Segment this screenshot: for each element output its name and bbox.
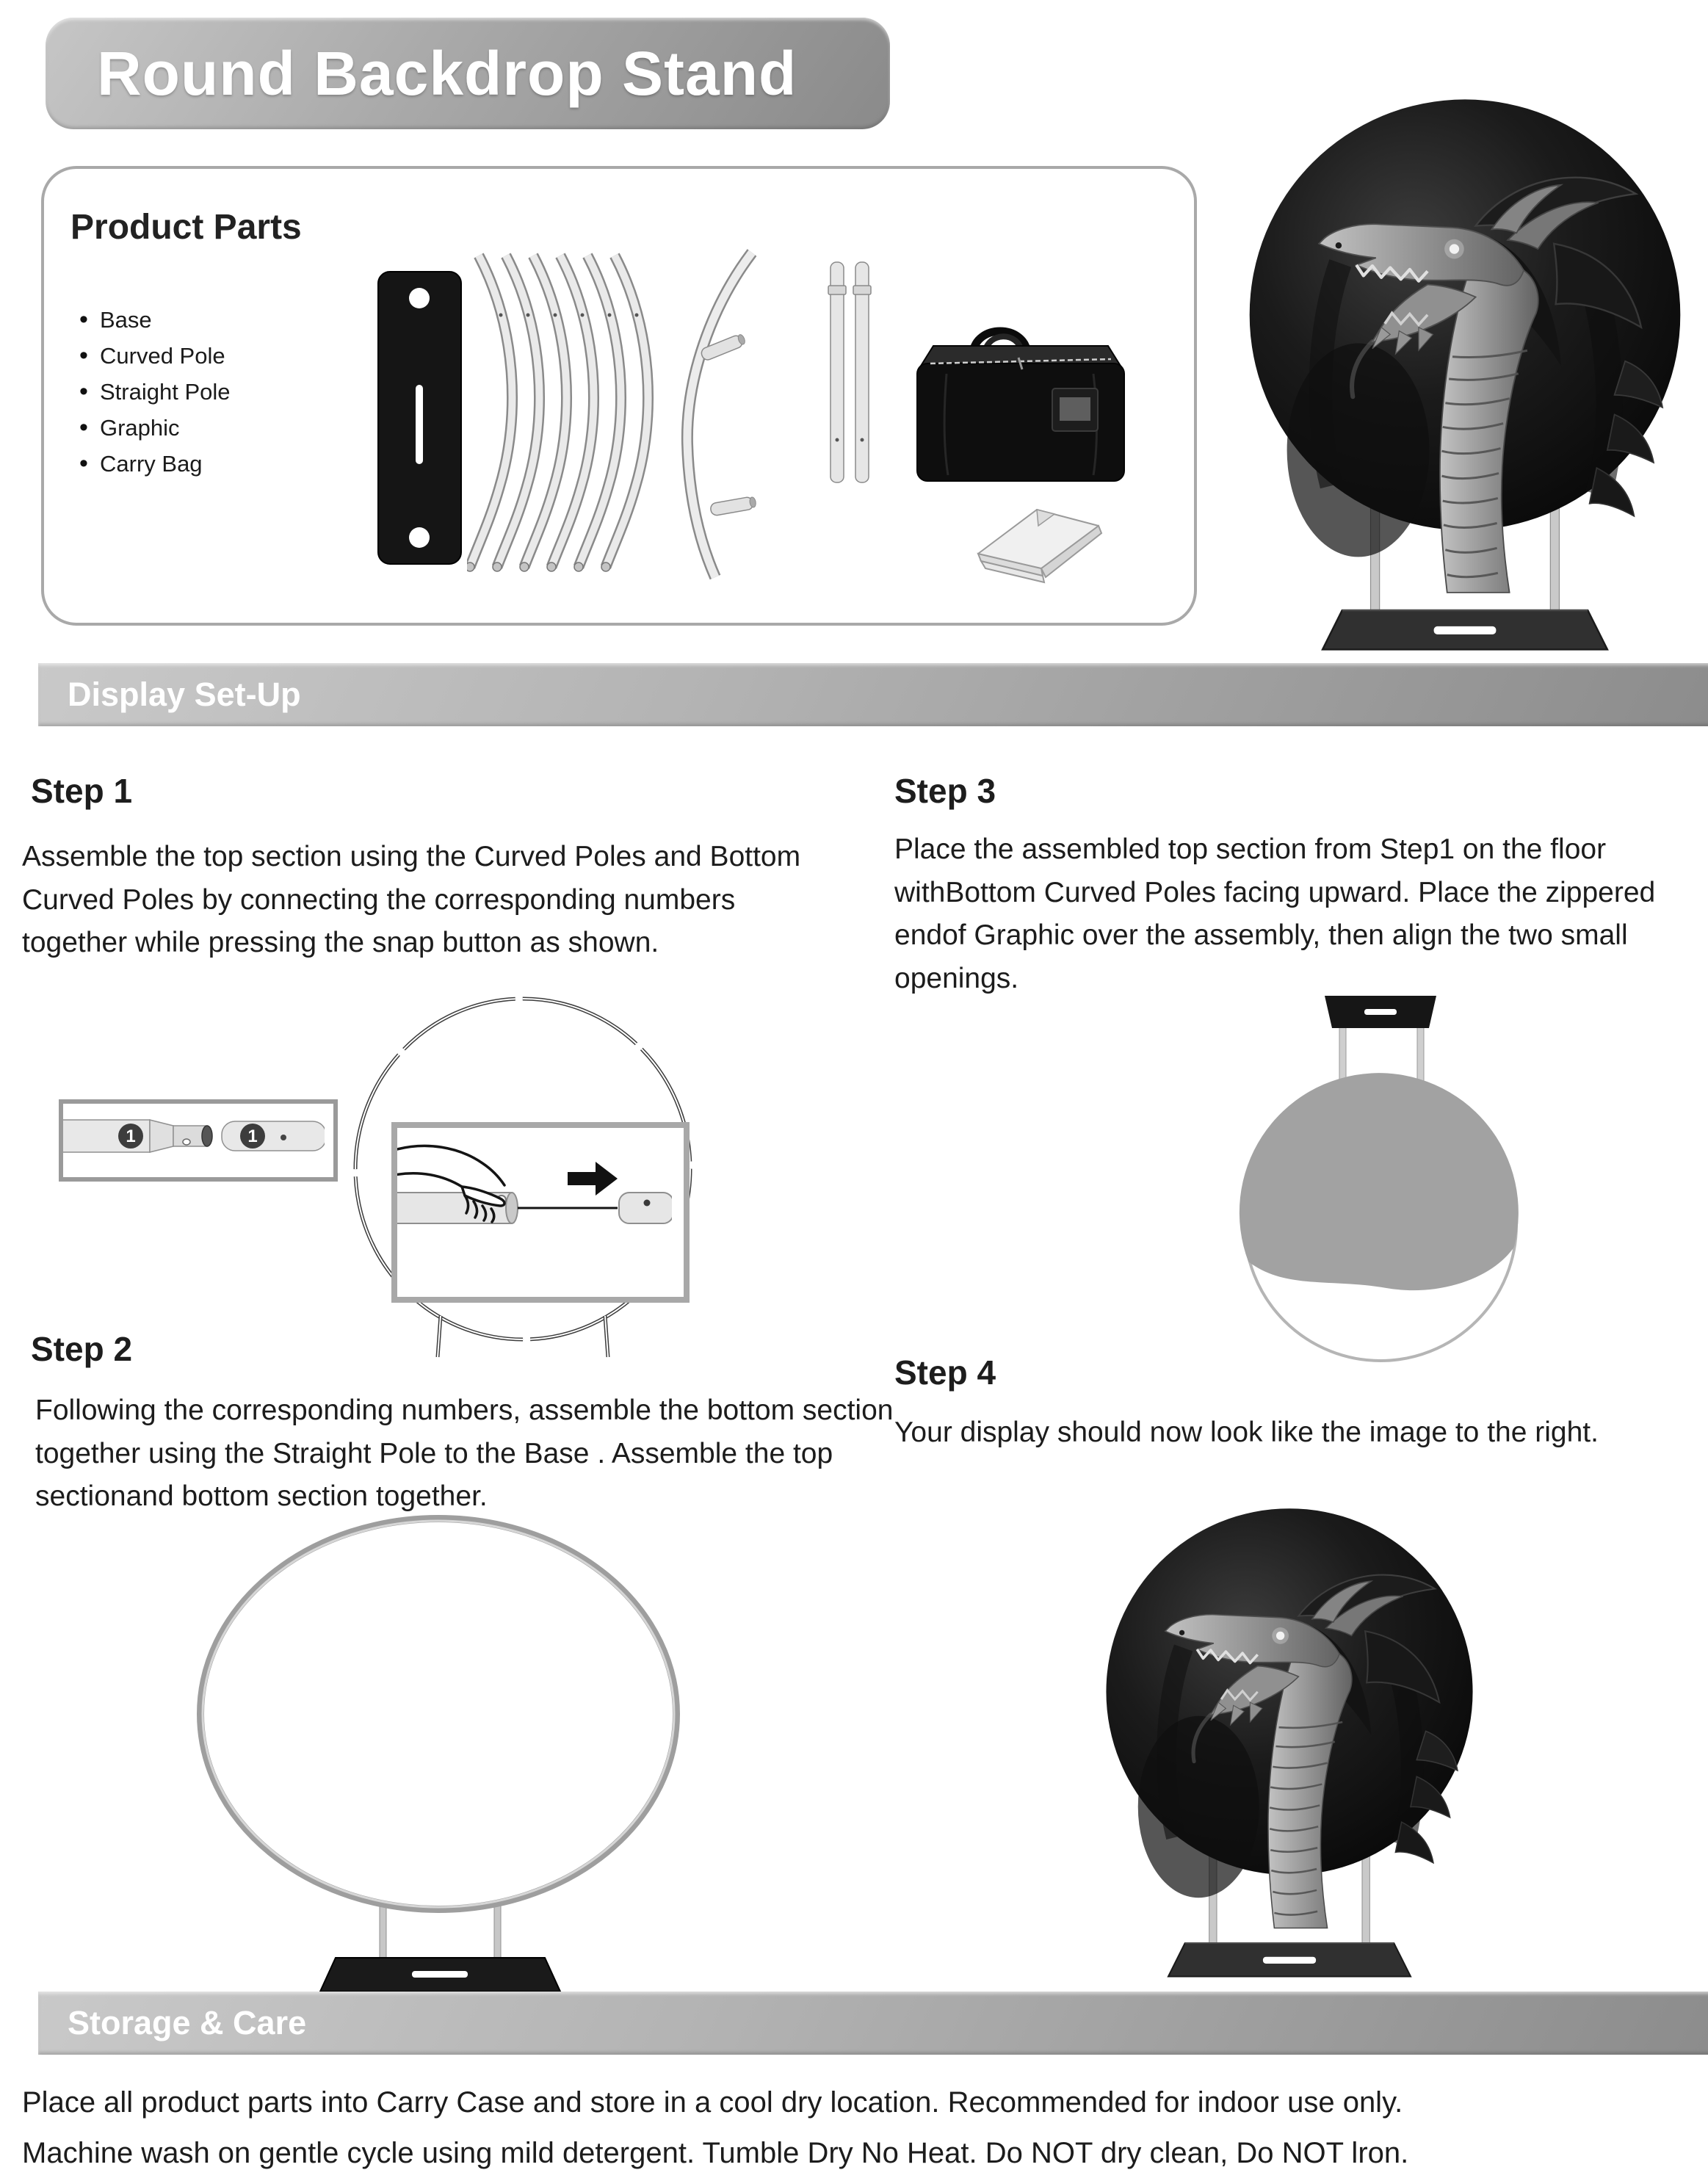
title-banner (46, 18, 890, 129)
list-item: • Curved Pole (75, 343, 231, 369)
step3-graphic-illustration (1175, 991, 1586, 1366)
storage-line: Machine wash on gentle cycle using mild detergent. Tumble Dry No Heat. Do NOT dry clean, Do NOT lron. (22, 2137, 1409, 2170)
product-parts-list (75, 307, 231, 487)
display-setup-banner (38, 663, 1708, 726)
list-item: • Straight Pole (75, 379, 231, 405)
step4-body: Your display should now look like the image to the right. (894, 1417, 1599, 1448)
storage-line: Place all product parts into Carry Case and store in a cool dry location. Recommended for indoor use only. (22, 2086, 1403, 2119)
straight-poles-illustration (824, 256, 875, 491)
snap-button-detail-box (391, 1122, 690, 1303)
curved-pole-connector-illustration (640, 245, 798, 583)
step3-body: Place the assembled top section from Step1 on the floor withBottom Curved Poles facing upward. Place the zippered endof Graphic over the assembly, then align the two small openings. (894, 833, 1656, 994)
step2-frame-illustration (187, 1514, 694, 1999)
step1-body: Assemble the top section using the Curved Poles and Bottom Curved Poles by connecting the corresponding numbers together while pressing the snap button as shown. (22, 841, 801, 958)
list-item: • Base (75, 307, 231, 333)
step2-heading: Step 2 (31, 1330, 133, 1368)
finished-display-photo (1100, 1504, 1479, 1989)
page-title: Round Backdrop Stand (97, 38, 797, 108)
folded-graphic-illustration (966, 496, 1106, 588)
connector-number: 1 (126, 1126, 136, 1146)
step4-heading: Step 4 (894, 1353, 996, 1392)
arrow-right-icon (568, 1162, 618, 1196)
list-item: • Carry Bag (75, 451, 231, 477)
storage-care-text (22, 2083, 1682, 2181)
section-title: Storage & Care (68, 2004, 307, 2041)
snap-button-detail (397, 1128, 672, 1285)
step1-heading: Step 1 (31, 772, 133, 810)
base-plate-illustration (374, 267, 466, 568)
pole-joint-detail (63, 1104, 325, 1168)
connector-number: 1 (247, 1126, 258, 1146)
pole-joint-detail-box (59, 1099, 338, 1182)
product-parts-panel (41, 166, 1197, 626)
product-parts-heading: Product Parts (70, 208, 302, 247)
assembled-display-photo (1242, 94, 1687, 664)
carry-bag-illustration (908, 315, 1132, 506)
section-title: Display Set-Up (68, 676, 301, 713)
list-item: • Graphic (75, 415, 231, 441)
step2-body: Following the corresponding numbers, assemble the bottom section together using the Straight Pole to the Base . Assemble the top sectionand bottom section together. (35, 1395, 894, 1512)
step3-heading: Step 3 (894, 772, 996, 810)
storage-care-banner (38, 1992, 1708, 2055)
